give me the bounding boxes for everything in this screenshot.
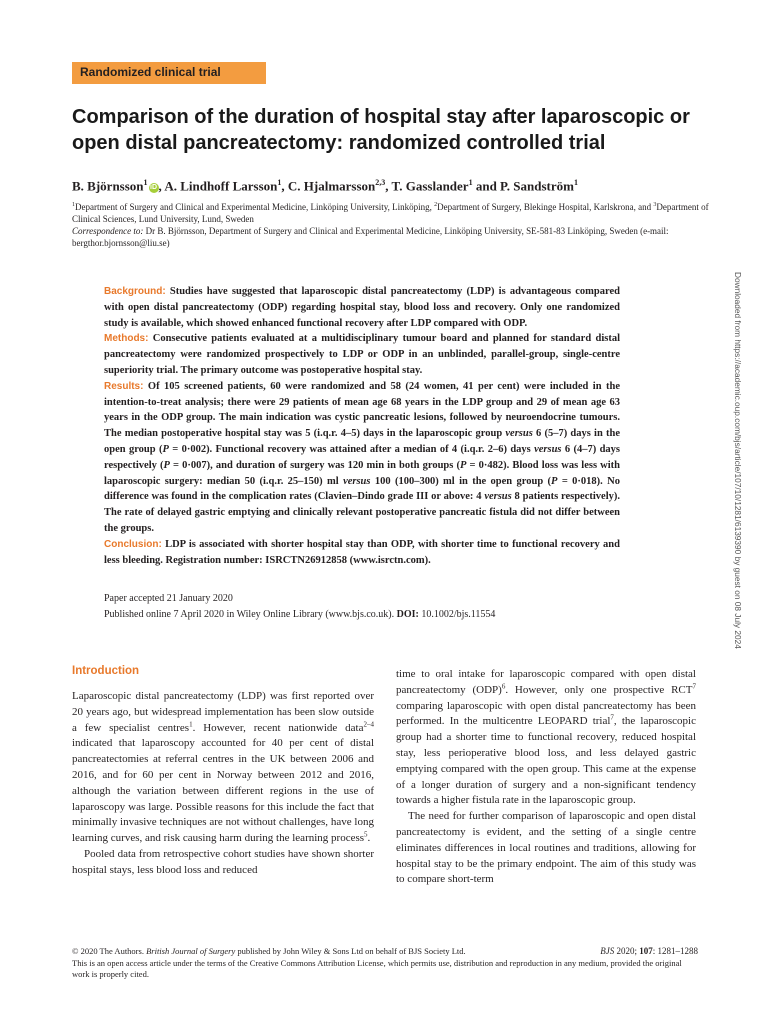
author-name: , C. Hjalmarsson [281, 178, 376, 194]
citation[interactable]: 6 [501, 682, 506, 691]
download-watermark-text: Downloaded from https://academic.oup.com/bjs/article/107/10/1281/6139390 by guest on 08 July 2024 [733, 272, 743, 649]
paragraph: The need for further comparison of laparoscopic and open distal pancreatectomy is evident, and the setting of a single centre eliminates differences in local routines and traditions, allowing for hospital stay to be the primary endpoint. The aim of this study was to compare short-term [396, 810, 696, 886]
abstract-label: Background: [104, 286, 166, 297]
author-list [72, 178, 578, 194]
citation[interactable]: 7 [692, 682, 696, 691]
abstract-conclusion: Conclusion: LDP is associated with shorter hospital stay than ODP, with shorter time to functional recovery and less bleeding. Registration number: ISRCTN26912858 (www.isrctn.com). [104, 538, 620, 566]
paragraph: Pooled data from retrospective cohort studies have shown shorter hospital stays, less blood loss and reduced [72, 847, 374, 876]
author-affiliation-mark: 1 [277, 178, 282, 187]
abstract-background: Background: Studies have suggested that laparoscopic distal pancreatectomy (LDP) is advantageous compared with open distal pancreatectomy (ODP) regarding hospital stay, blood loss and recovery. Only one randomized study is available, which showed enhanced functional recovery after LDP compared with ODP. [104, 286, 620, 329]
author-name: , T. Gasslander [385, 178, 469, 194]
article-type-tag [72, 62, 266, 84]
abstract-methods: Methods: Consecutive patients evaluated at a multidisciplinary tumour board and planned for standard distal pancreatectomy were randomized prospectively to LDP or ODP in an unblinded, parallel-group, single-centre superiority trial. The primary outcome was postoperative hospital stay. [104, 333, 620, 376]
license-text: This is an open access article under the terms of the Creative Commons Attribution License, which permits use, distribution and reproduction in any medium, provided the original work is properly cited. [72, 958, 682, 979]
accepted-date: Paper accepted 21 January 2020 [104, 593, 233, 604]
abstract [104, 284, 620, 568]
article-title: Comparison of the duration of hospital stay after laparoscopic or open distal pancreatectomy: randomized controlled trial [72, 106, 690, 154]
abstract-results: Results: Of 105 screened patients, 60 were randomized and 58 (24 women, 41 per cent) were included in the intention-to-treat analysis; there were 29 patients of mean age 68 years in the LDP group and 29 of mean age 63 years in the ODP group. The main indication was cystic pancreatic lesions, followed by neuroendocrine tumours. The median postoperative hospital stay was 5 (i.q.r. 4–5) days in the laparoscopic group versus 6 (5–7) days in the open group (P = 0·002). Functional recovery was attained after a median of 4 (i.q.r. 2–6) days versus 6 (4–7) days respectively (P = 0·007), and duration of surgery was 120 min in both groups (P = 0·482). Blood loss was less with laparoscopic surgery: median 50 (i.q.r. 25–150) ml versus 100 (100–300) ml in the open group (P = 0·018). No difference was found in the complication rates (Clavien–Dindo grade III or above: 4 versus 8 patients respectively). The rate of delayed gastric emptying and clinically relevant postoperative pancreatic fistula did not differ between the groups. [104, 380, 620, 534]
author-affiliation-mark: 1 [468, 178, 473, 187]
section-heading: Introduction [72, 665, 140, 677]
citation[interactable]: 5 [364, 830, 368, 839]
abstract-label: Conclusion: [104, 538, 162, 550]
download-watermark [729, 272, 745, 792]
paragraph: Laparoscopic distal pancreatectomy (LDP) was first reported over 20 years ago, but widespread implementation has been slow outside a few specialist centres$^1$. However, recent nationwide data$^{2-4}$ indicated that laparoscopy accounted for 40 per cent of distal pancreatectomies at referral centres in the UK between 2006 and 2016, and for 60 per cent in Norway between 2012 and 2016, although the variation between different regions in the use of laparoscopy was large. Possible reasons for this include the fact that minimally invasive techniques are not without challenges, have long learning curves, and risk causing harm during the learning process$^5$. [72, 690, 374, 845]
author-name: , A. Lindhoff Larsson [158, 178, 278, 194]
publication-dates [104, 591, 495, 623]
abstract-label: Methods: [104, 333, 149, 345]
affiliation-line: $^1$Department of Surgery and Clinical and Experimental Medicine, Linköping University, Linköping, $^2$Department of Surgery, Blekinge Hospital, Karlskrona, and $^3$Department of Clinical Sciences, Lund University, Lund, Sweden [72, 202, 709, 224]
published-line: Published online 7 April 2020 in Wiley Online Library (www.bjs.co.uk). DOI: 10.1002/bjs.11554 [104, 609, 496, 620]
author-affiliation-mark: 1 [573, 178, 578, 187]
citation[interactable]: 2–4 [363, 719, 374, 728]
author-affiliation-mark: 2,3 [375, 178, 386, 187]
author-name: B. Björnsson [72, 178, 144, 194]
body-column-right [396, 667, 696, 888]
citation[interactable]: 1 [189, 719, 193, 728]
journal-citation: BJS 2020; 107: 1281–1288 [600, 946, 698, 956]
doi-label: DOI: [396, 609, 419, 620]
footer-copyright-row: © 2020 The Authors. British Journal of Surgery published by John Wiley & Sons Ltd on behalf of BJS Society Ltd. BJS 2020; 107: 1281–1288 [72, 946, 698, 956]
body-column-left [72, 689, 374, 879]
author-name: and P. Sandström [472, 178, 574, 194]
article-type-label: Randomized clinical trial [80, 65, 221, 79]
affiliations [72, 199, 712, 249]
author-affiliation-mark: 1 [143, 178, 148, 187]
citation[interactable]: 7 [610, 713, 614, 722]
paragraph: time to oral intake for laparoscopic compared with open distal pancreatectomy (ODP)$^6$. However, only one prospective RCT$^7$ comparing laparoscopic with open distal pancreatectomy has been performed. In the multicentre LEOPARD trial$^7$, the laparoscopic group had a shorter time to functional recovery, reduced hospital stay, less perioperative blood loss, and less delayed gastric emptying compared with the open group. This came at the expense of a longer duration of surgery and a non-significant tendency towards a higher fistula rate in the laparoscopic group. [396, 668, 696, 807]
abstract-label: Results: [104, 380, 144, 392]
doi-link[interactable]: 10.1002/bjs.11554 [418, 609, 496, 620]
orcid-icon[interactable]: iD [150, 184, 158, 192]
page-footer [72, 946, 698, 980]
correspondence: Correspondence to: Dr B. Björnsson, Department of Surgery and Clinical and Experimental Medicine, Linköping University, SE-581-83 Linköping, Sweden (e-mail: bergthor.bjornsson@liu.se) [72, 226, 669, 248]
